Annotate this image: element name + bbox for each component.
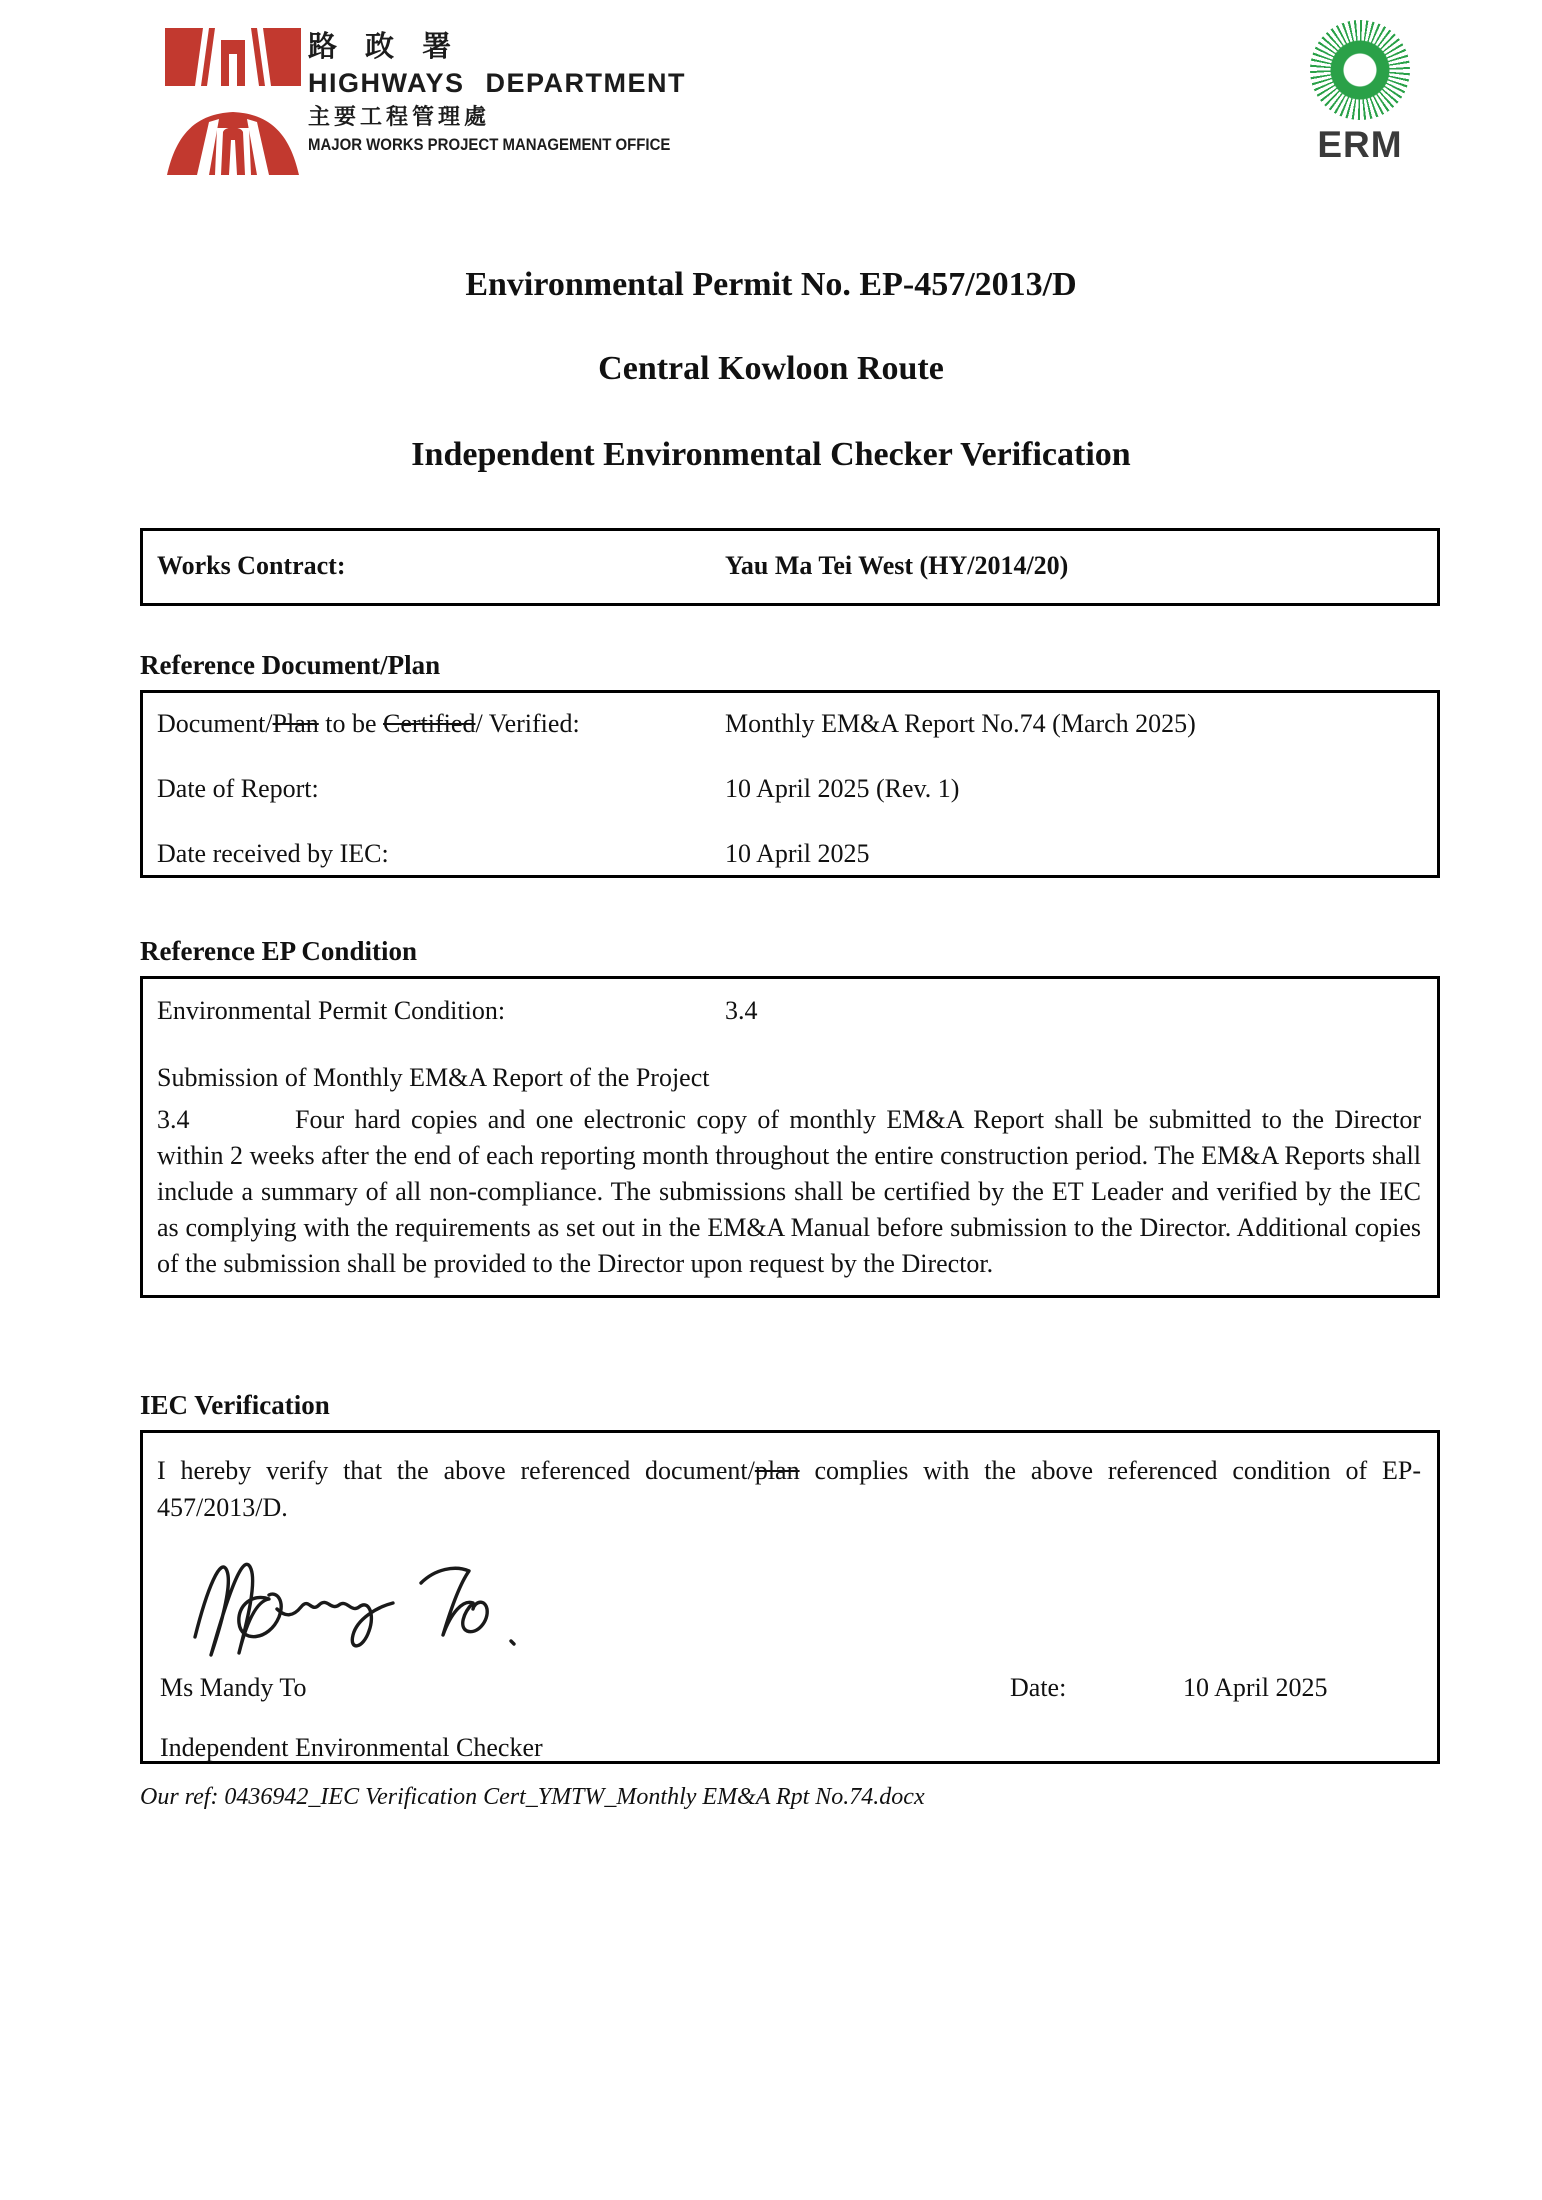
title-project-name: Central Kowloon Route <box>598 350 944 387</box>
date-received-value: 10 April 2025 <box>725 839 870 868</box>
date-value: 10 April 2025 <box>1183 1673 1328 1702</box>
ep-condition-clause <box>143 1102 1437 1282</box>
ep-condition-row <box>143 996 1437 1026</box>
ep-condition-value: 3.4 <box>725 996 758 1025</box>
date-received-row <box>143 839 1437 888</box>
struck-word-plan-2: plan <box>754 1456 800 1485</box>
title-document-type: Independent Environmental Checker Verification <box>411 436 1131 473</box>
date-of-report-row <box>143 774 1437 823</box>
title-permit-number: Environmental Permit No. EP-457/2013/D <box>465 266 1077 303</box>
document-verified-value: Monthly EM&A Report No.74 (March 2025) <box>725 709 1196 738</box>
erm-logo-text: ERM <box>1317 124 1403 165</box>
date-of-report-value: 10 April 2025 (Rev. 1) <box>725 774 960 803</box>
signer-title: Independent Environmental Checker <box>160 1733 543 1762</box>
office-name-english: MAJOR WORKS PROJECT MANAGEMENT OFFICE <box>308 135 671 154</box>
struck-word-plan: Plan <box>272 709 319 738</box>
office-name-chinese: 主要工程管理處 <box>308 104 491 129</box>
erm-logo <box>1300 20 1420 166</box>
signer-name: Ms Mandy To <box>160 1673 307 1702</box>
iec-verification-table <box>140 1430 1440 1764</box>
date-of-report-label: Date of Report: <box>157 774 319 803</box>
document-verified-label: Document/Plan to be Certified/ Verified: <box>157 709 580 738</box>
struck-word-certified: Certified <box>383 709 476 738</box>
section-title-iec-verification: IEC Verification <box>140 1390 330 1420</box>
clause-text: Four hard copies and one electronic copy of monthly EM&A Report shall be submitted to the Director within 2 weeks after the end of each reporting month throughout the entire construction period. The EM&A Reports shall include a summary of all non-compliance. The submissions shall be certified by the ET Leader and verified by the IEC as complying with the requirements as set out in the EM&A Manual before submission to the Director. Additional copies of the submission shall be provided to the Director upon request by the Director. <box>157 1105 1421 1278</box>
works-contract-label: Works Contract: <box>157 551 346 580</box>
section-title-reference-document: Reference Document/Plan <box>140 650 441 680</box>
works-contract-row <box>143 551 1437 581</box>
agency-name-english: HIGHWAYS DEPARTMENT <box>308 68 687 98</box>
header-agency-block <box>308 30 720 156</box>
ep-condition-label: Environmental Permit Condition: <box>157 996 506 1025</box>
our-ref-line: Our ref: 0436942_IEC Verification Cert_YMTW_Monthly EM&A Rpt No.74.docx <box>140 1784 925 1810</box>
section-title-reference-ep-condition: Reference EP Condition <box>140 936 417 966</box>
works-contract-value: Yau Ma Tei West (HY/2014/20) <box>725 551 1069 580</box>
reference-document-table <box>140 690 1440 878</box>
ep-condition-subject: Submission of Monthly EM&A Report of the Project <box>157 1063 710 1092</box>
date-received-label: Date received by IEC: <box>157 839 389 868</box>
works-contract-table <box>140 528 1440 606</box>
highways-department-logo-icon <box>163 28 303 175</box>
erm-starburst-icon <box>1310 20 1410 120</box>
document-verified-row <box>143 709 1437 758</box>
verification-statement: I hereby verify that the above referenced document/plan complies with the above referenced condition of EP-457/2013/D. <box>157 1456 1422 1522</box>
clause-number: 3.4 <box>157 1105 190 1134</box>
ep-condition-table <box>140 976 1440 1298</box>
signature-image <box>181 1525 581 1675</box>
agency-name-chinese: 路 政 署 <box>308 31 462 63</box>
date-label: Date: <box>1010 1673 1067 1702</box>
